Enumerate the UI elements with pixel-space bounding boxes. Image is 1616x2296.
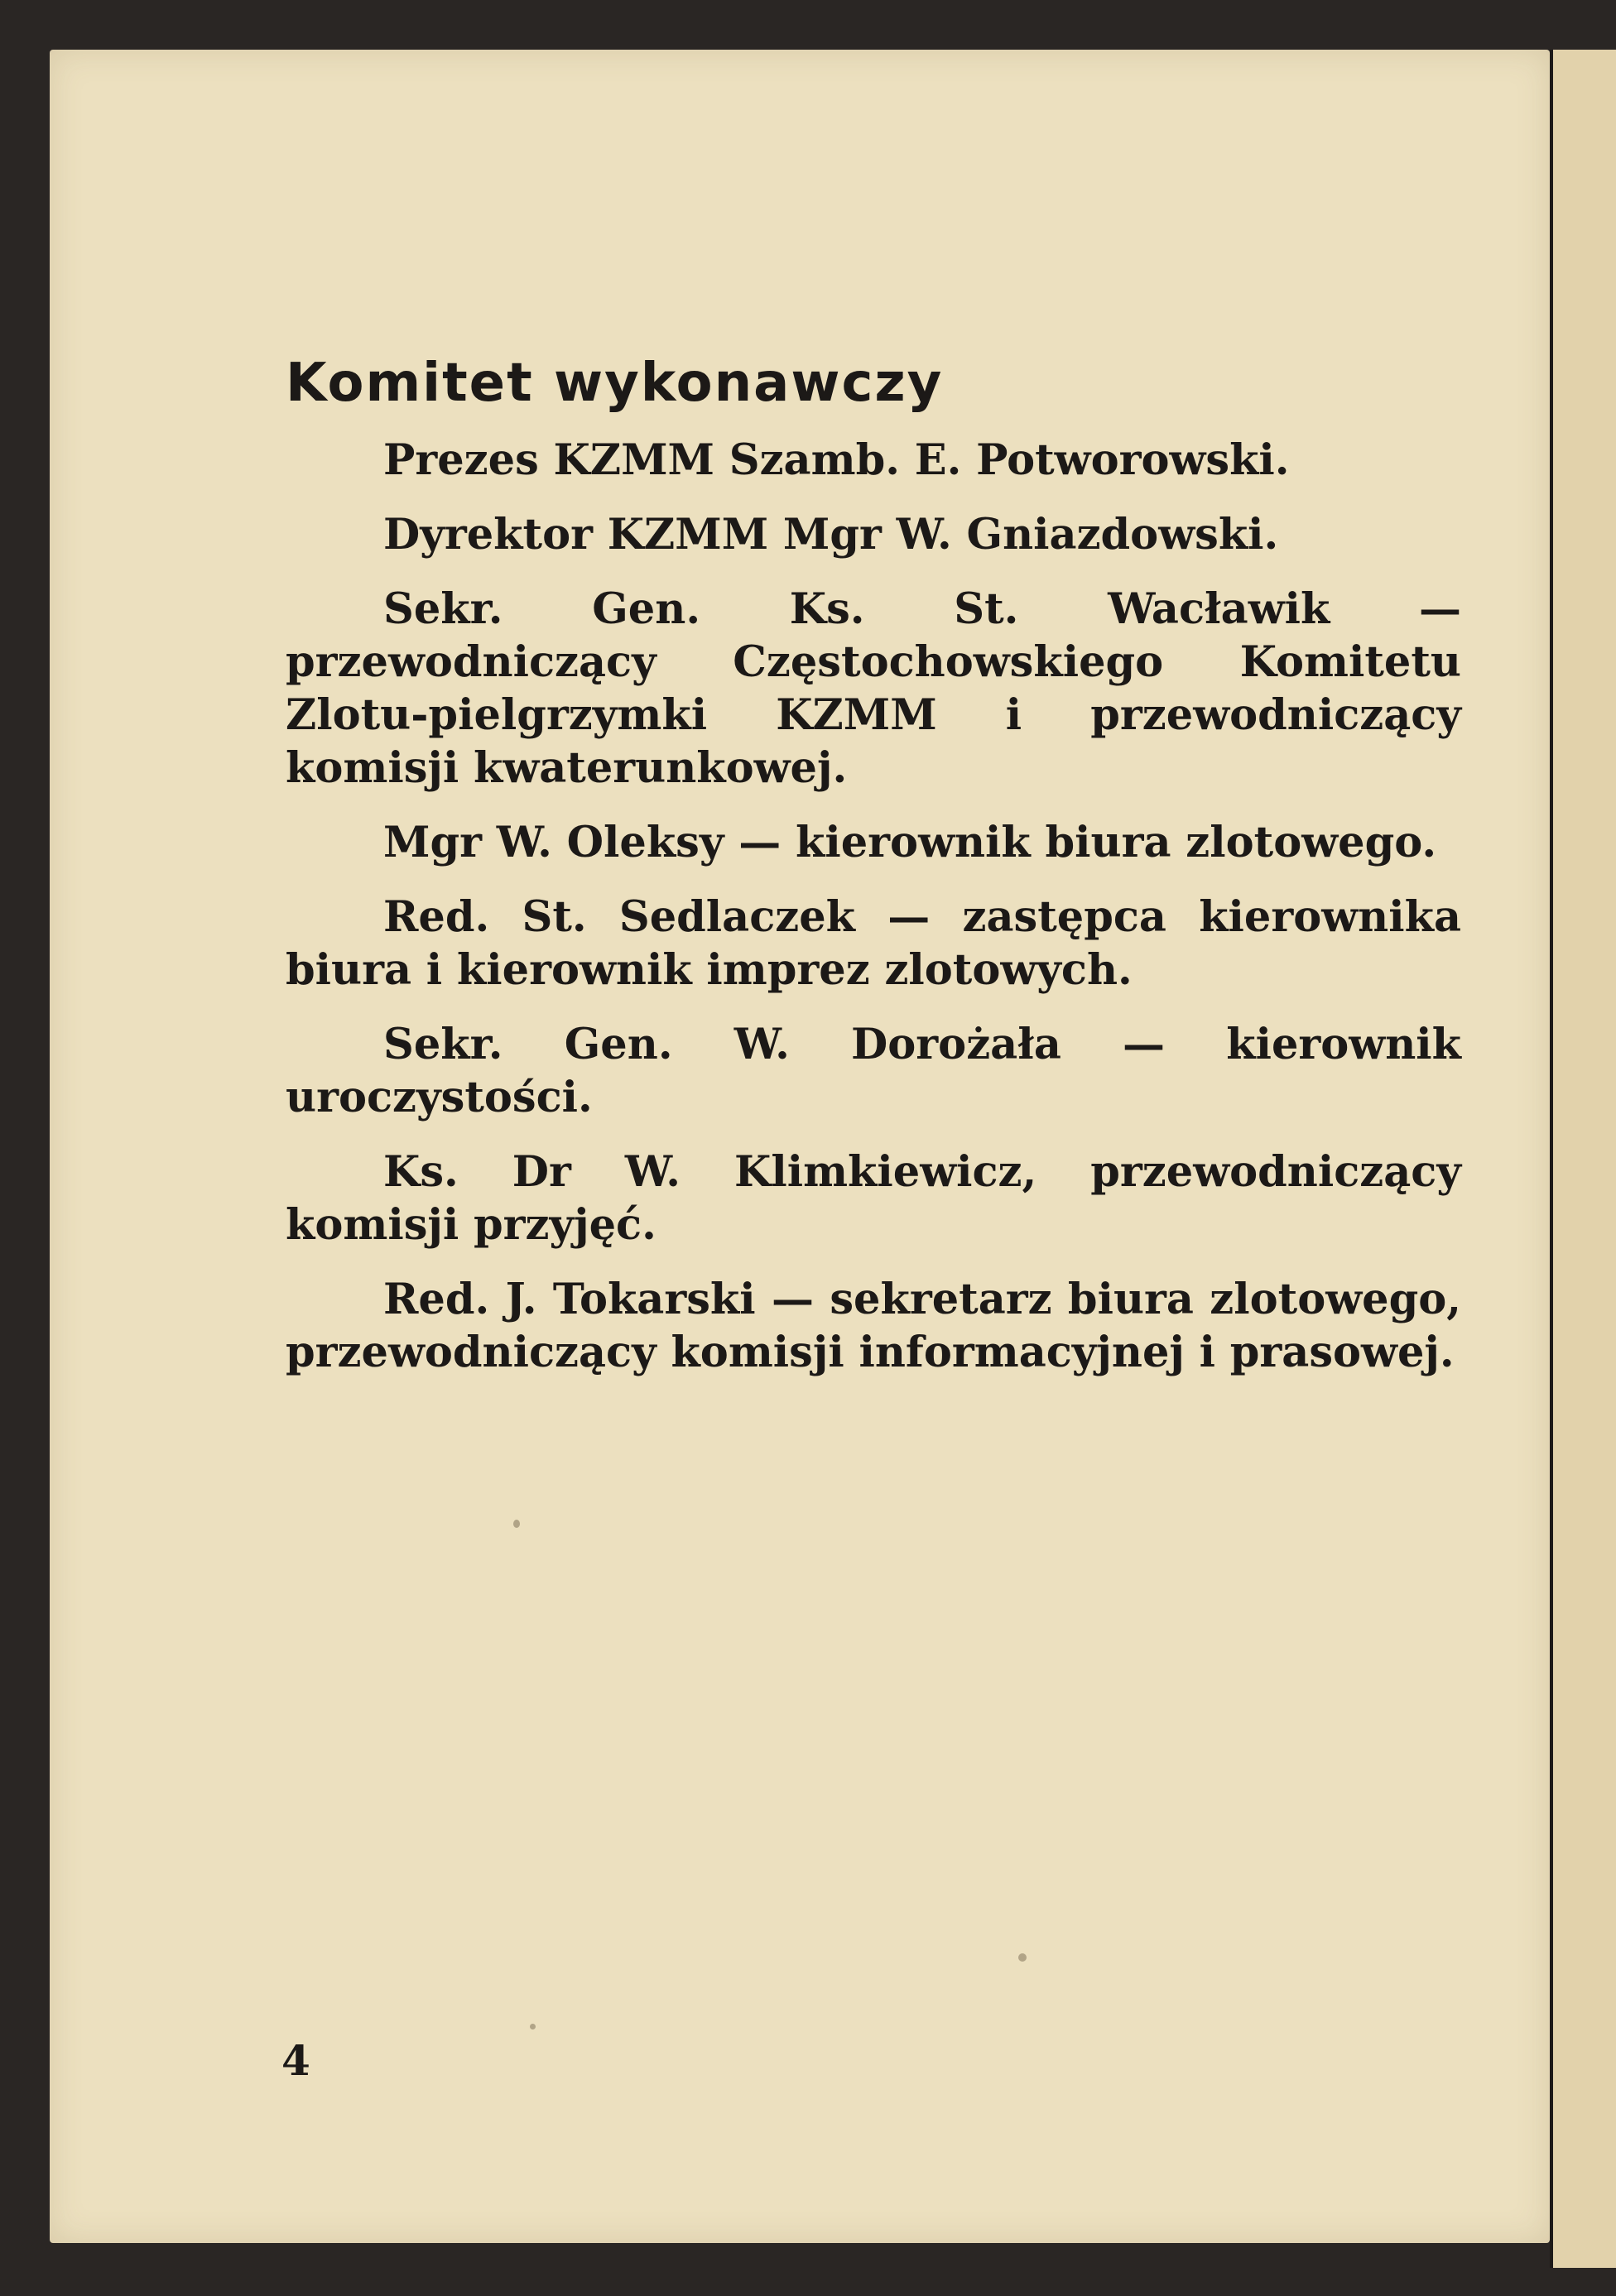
paper-speck <box>530 2024 536 2029</box>
committee-entry: Sekr. Gen. Ks. St. Wacławik — przewodniczący Częstochowskiego Komitetu Zlotu-pielgrzymki KZMM i przewodniczący komisji kwaterunkowej. <box>286 584 1461 793</box>
committee-entry: Dyrektor KZMM Mgr W. Gniazdowski. <box>383 509 1279 560</box>
committee-entry: Ks. Dr W. Klimkiewicz, przewodniczący komisji przyjęć. <box>286 1146 1461 1250</box>
committee-entry: Sekr. Gen. W. Dorożała — kierownik uroczystości. <box>286 1019 1461 1122</box>
page-number: 4 <box>281 2036 310 2085</box>
section-heading: Komitet wykonawczy <box>286 353 944 414</box>
committee-entry: Mgr W. Oleksy — kierownik biura zlotowego. <box>383 817 1437 867</box>
committee-entry: Red. J. Tokarski — sekretarz biura zlotowego, przewodniczący komisji informacyjnej i prasowej. <box>286 1274 1461 1377</box>
committee-entry: Red. St. Sedlaczek — zastępca kierownika biura i kierownik imprez zlotowych. <box>286 891 1461 995</box>
paper-speck <box>1018 1953 1027 1962</box>
paper-speck <box>513 1520 520 1528</box>
committee-section <box>286 352 1461 1400</box>
committee-entry: Prezes KZMM Szamb. E. Potworowski. <box>383 435 1290 485</box>
adjacent-page-edge <box>1550 50 1616 2268</box>
